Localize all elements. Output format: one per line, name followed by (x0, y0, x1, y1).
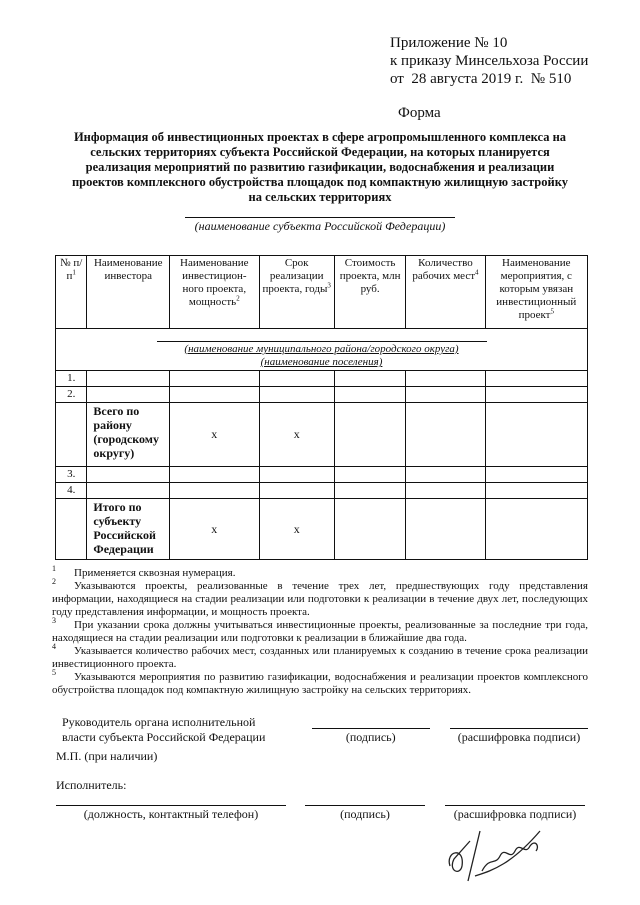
footnote: 1 Применяется сквозная нумерация. (52, 564, 236, 579)
footnote: 2 Указываются проекты, реализованные в течение трех лет, предшествующих году представления информации, находящиеся на стадии реализации или подготовки к реализации в течение двух лет, последующих году представления информации, и мощность проекта. (52, 577, 588, 618)
decoding-caption: (расшифровка подписи) (445, 805, 585, 822)
form-label: Форма (398, 105, 441, 121)
signature-caption: (подпись) (305, 805, 425, 822)
order-date: от 28 августа 2019 г. № 510 (390, 71, 572, 87)
footnote: 4 Указывается количество рабочих мест, созданных или планируемых к созданию в течение срока реализации инвестиционного проекта. (52, 642, 588, 670)
row-number: 2. (56, 387, 87, 403)
row-number: 1. (56, 371, 87, 387)
head-label-2: власти субъекта Российской Федерации (62, 730, 266, 744)
table-row (56, 483, 588, 499)
table-row (56, 371, 588, 387)
projects-table (55, 255, 588, 560)
subject-caption: (наименование субъекта Российской Федерации) (185, 217, 455, 233)
footnotes (52, 564, 588, 697)
table-header-row (56, 256, 588, 329)
col-header: Количество рабочих мест$^4$ (406, 256, 485, 329)
col-header: Срок реализации проекта, годы$^3$ (259, 256, 334, 329)
row-number: 3. (56, 467, 87, 483)
col-header: № $п/п^1$ (56, 256, 87, 329)
appendix-number: Приложение № 10 (390, 35, 508, 51)
position-caption: (должность, контактный телефон) (56, 805, 286, 822)
x-mark: x (259, 403, 334, 467)
col-header: Наименование инвестора (87, 256, 170, 329)
executor-signature-row (52, 805, 588, 822)
signature-caption: (подпись) (312, 728, 430, 745)
district-caption: (наименование муниципального района/городского округа) (157, 341, 487, 356)
document-title: Информация об инвестиционных проектах в сфере агропромышленного комплекса на сельских территориях субъекта Российской Федерации, на которых планируется реализация мероприятий по развитию газификации, водоснабжения и реализации проектов комплексного обустройства площадок под компактную жилищную застройку на сельских территориях (71, 130, 568, 204)
footnote: 5 Указываются мероприятия по развитию газификации, водоснабжения и реализации проектов комплексного обустройства площадок под компактную жилищную застройку на сельских территориях. (52, 668, 588, 696)
head-signature-row (52, 715, 588, 745)
total-district-label: Всего по району (городскому округу) (87, 403, 170, 467)
col-header: Наименование мероприятия, с которым увязан инвестиционный проект$^5$ (485, 256, 587, 329)
executor-label: Исполнитель: (56, 778, 127, 792)
settlement-caption: (наименование поселения) (260, 356, 383, 368)
row-number: 4. (56, 483, 87, 499)
total-region-row (56, 499, 588, 560)
x-mark: x (170, 403, 259, 467)
stamp-label: М.П. (при наличии) (56, 749, 158, 763)
decoding-caption: (расшифровка подписи) (450, 728, 588, 745)
head-label-1: Руководитель органа исполнительной (62, 715, 256, 729)
district-row (56, 329, 588, 371)
total-region-label: Итого по субъекту Российской Федерации (87, 499, 170, 560)
col-header: Стоимость проекта, млн руб. (334, 256, 405, 329)
col-header: Наименование инвестицион-ного проекта, мощность$^2$ (170, 256, 259, 329)
table-row (56, 467, 588, 483)
footnote: 3 При указании срока должны учитываться инвестиционные проекты, реализованные за последние три года, находящиеся на стадии реализации или подготовки к реализации в ближайшие два года. (52, 616, 588, 644)
total-district-row (56, 403, 588, 467)
order-ref: к приказу Минсельхоза России (390, 53, 589, 69)
x-mark: x (170, 499, 259, 560)
x-mark: x (259, 499, 334, 560)
handwritten-signature-icon (440, 826, 550, 886)
table-row (56, 387, 588, 403)
